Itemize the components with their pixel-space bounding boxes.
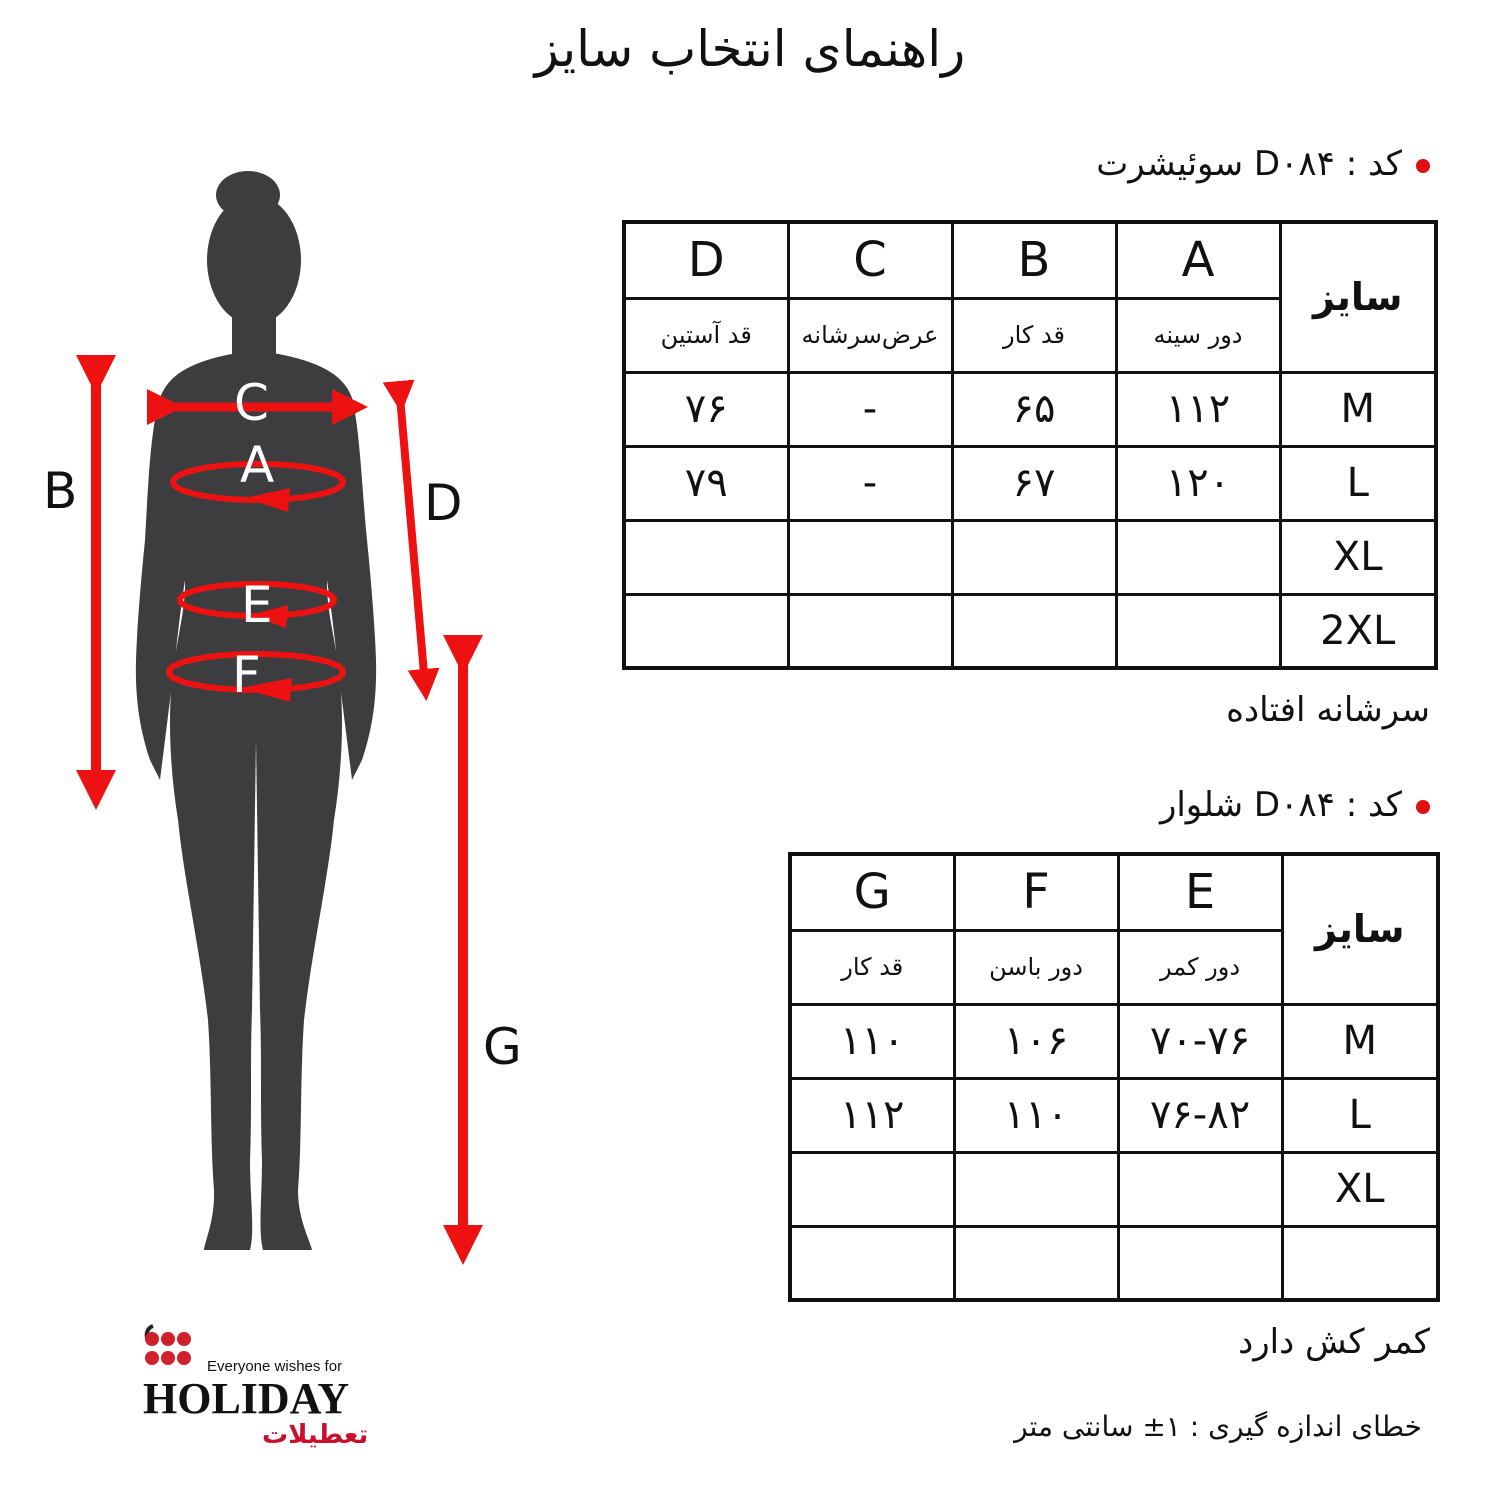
table-row	[790, 1226, 1438, 1300]
hoodie-size-table	[622, 220, 1438, 670]
body-silhouette	[136, 171, 376, 1250]
size-label: L	[1280, 446, 1436, 520]
label-c: C	[234, 374, 269, 432]
label-d: D	[424, 474, 463, 532]
col-label-length: قد کار	[790, 930, 954, 1004]
hoodie-note: سرشانه افتاده	[1226, 690, 1430, 730]
bullet-icon	[1416, 159, 1430, 173]
pants-code-heading: کد : D۰۸۴ شلوار	[1160, 785, 1430, 825]
measurement-error-note: خطای اندازه گیری : ۱± سانتی متر	[1014, 1410, 1422, 1443]
size-label: M	[1280, 372, 1436, 446]
size-label	[1282, 1226, 1438, 1300]
size-label: L	[1282, 1078, 1438, 1152]
col-letter-d: D	[624, 222, 788, 298]
size-label: XL	[1280, 520, 1436, 594]
col-label-hip: دور باسن	[954, 930, 1118, 1004]
logo-tagline: Everyone wishes for	[207, 1358, 343, 1375]
col-letter-e: E	[1118, 854, 1282, 930]
table-row	[624, 594, 1436, 668]
label-g: G	[483, 1018, 522, 1076]
table-row: ۷۶ - ۶۵ ۱۱۲ M	[624, 372, 1436, 446]
col-letter-f: F	[954, 854, 1118, 930]
col-label-chest: دور سینه	[1116, 298, 1280, 372]
pants-note: کمر کش دارد	[1238, 1322, 1430, 1362]
table-row: ۷۹ - ۶۷ ۱۲۰ L	[624, 446, 1436, 520]
logo-brand: HOLIDAY	[143, 1374, 350, 1423]
pants-size-table	[788, 852, 1440, 1302]
logo-dots-icon	[143, 1322, 213, 1372]
label-a: A	[240, 436, 275, 494]
size-header: سایز	[1280, 222, 1436, 372]
table-row	[624, 520, 1436, 594]
hoodie-code-heading: کد : D۰۸۴ سوئیشرت	[1096, 144, 1430, 184]
table-row: ۱۱۲ ۱۱۰ ۷۶-۸۲ L	[790, 1078, 1438, 1152]
size-header: سایز	[1282, 854, 1438, 1004]
col-letter-b: B	[952, 222, 1116, 298]
body-figure	[0, 160, 560, 1280]
size-label: M	[1282, 1004, 1438, 1078]
col-label-length: قد کار	[952, 298, 1116, 372]
label-e: E	[241, 576, 273, 634]
col-letter-g: G	[790, 854, 954, 930]
page-title: راهنمای انتخاب سایز	[534, 20, 966, 78]
arrow-d	[400, 397, 425, 685]
bullet-icon	[1416, 800, 1430, 814]
label-b: B	[43, 462, 78, 520]
col-label-sleeve-length: قد آستین	[624, 298, 788, 372]
table-row: ۱۱۰ ۱۰۶ ۷۰-۷۶ M	[790, 1004, 1438, 1078]
label-f: F	[232, 646, 261, 704]
col-letter-c: C	[788, 222, 952, 298]
size-label: XL	[1282, 1152, 1438, 1226]
col-label-waist: دور کمر	[1118, 930, 1282, 1004]
col-letter-a: A	[1116, 222, 1280, 298]
size-label: 2XL	[1280, 594, 1436, 668]
logo-brand-fa: تعطیلات	[262, 1420, 369, 1450]
table-row	[790, 1152, 1438, 1226]
col-label-shoulder-width: عرض‌سرشانه	[788, 298, 952, 372]
